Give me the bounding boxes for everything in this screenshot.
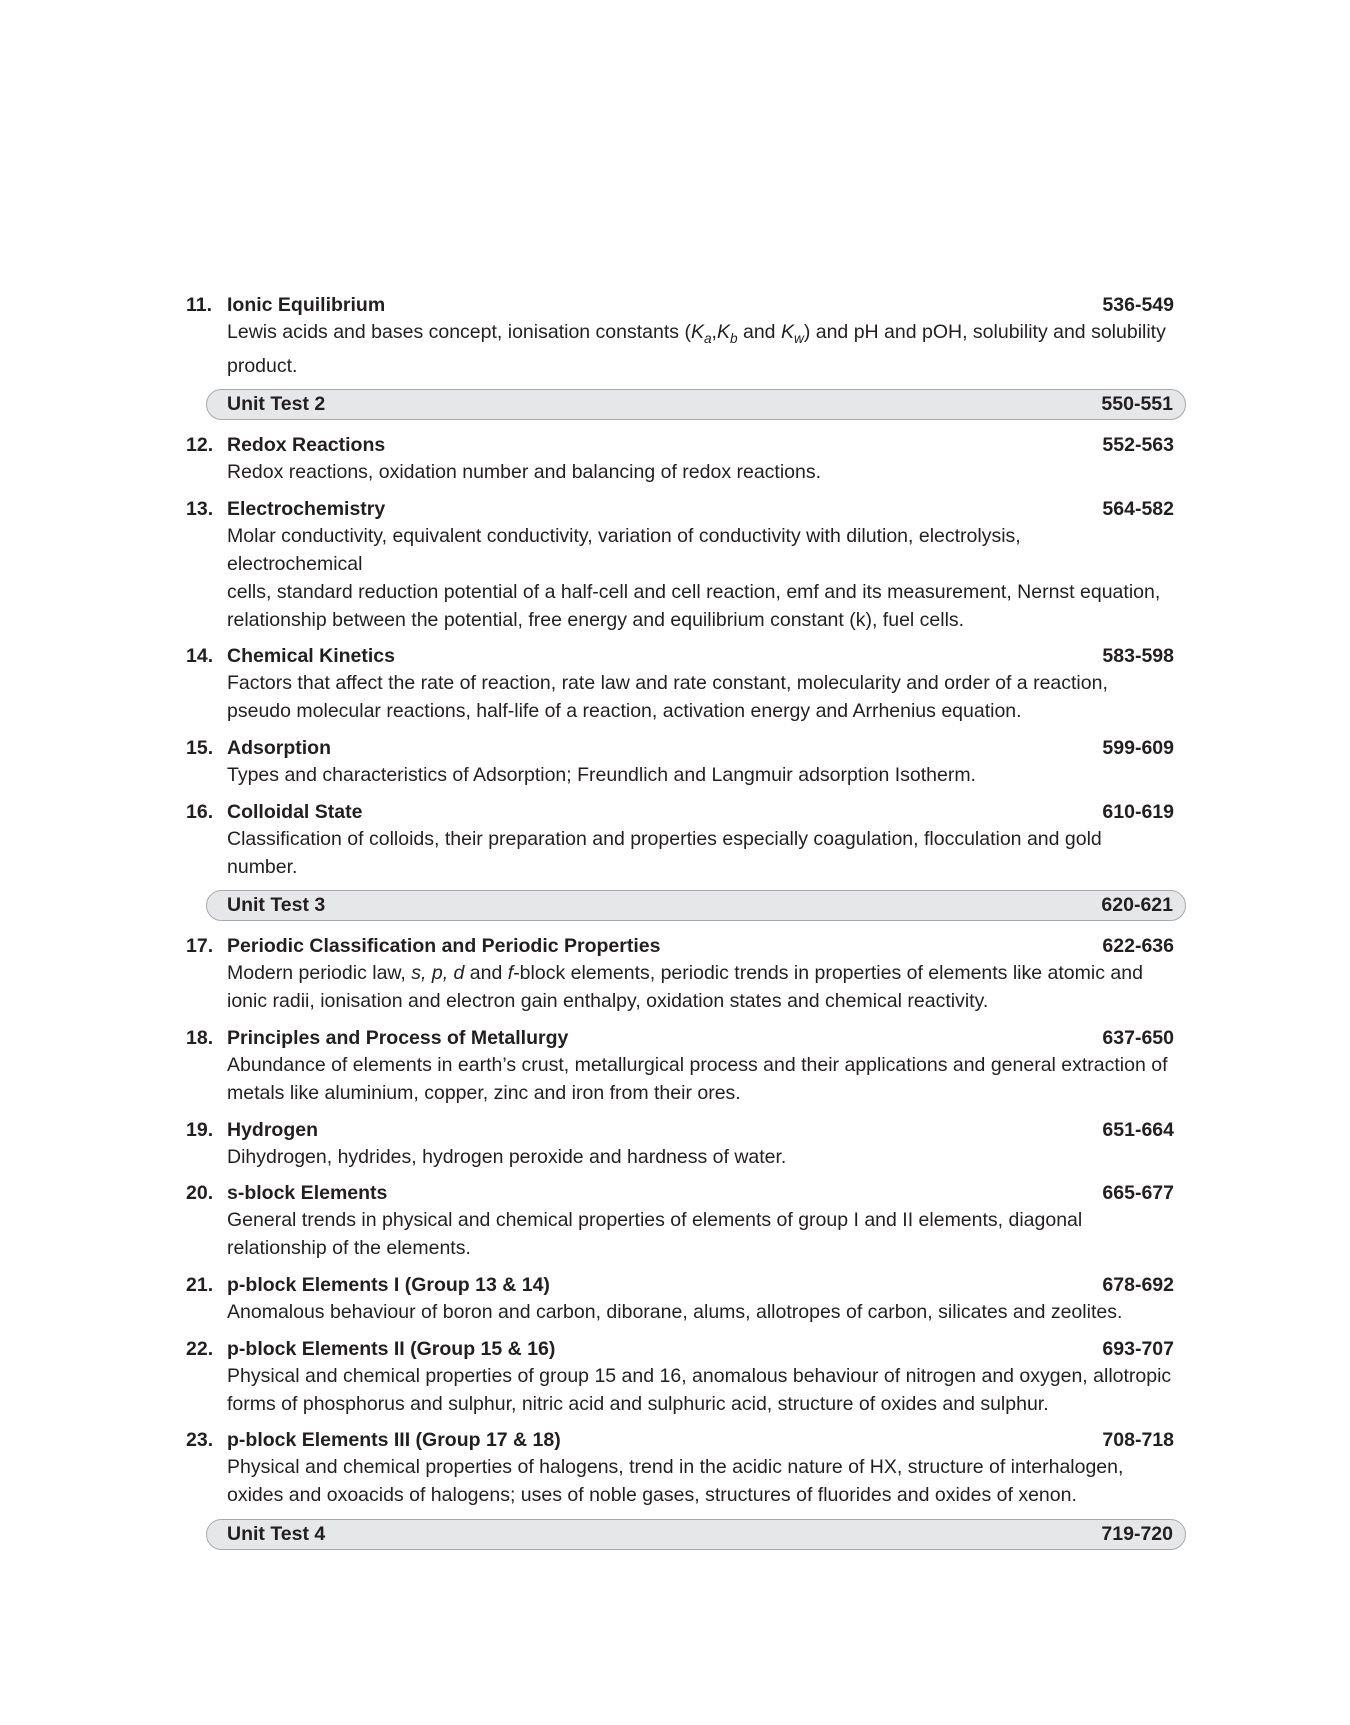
chapter-number: 23. [186,1429,214,1452]
page-range: 564-582 [1102,498,1174,521]
chapter-title: Ionic Equilibrium [227,294,386,316]
chapter-title: Periodic Classification and Periodic Properties [227,935,661,958]
unit-test-label: Unit Test 3 [227,894,326,917]
page-range: 550-551 [1101,393,1173,416]
page-range: 651-664 [1102,1118,1174,1141]
page-range: 708-718 [1102,1429,1174,1452]
chapter-description: Abundance of elements in earth’s crust, metallurgical process and their applications and general extraction of metals like aluminium, copper, zinc and iron from their ores. [227,1054,1168,1104]
chapter-number: 16. [186,800,214,823]
page-range: 665-677 [1102,1182,1174,1205]
unit-test-banner [206,389,1186,420]
page-range: 637-650 [1102,1027,1174,1050]
toc-entry [186,799,1174,882]
chapter-number: 12. [186,434,214,457]
page-range: 622-636 [1102,935,1174,958]
toc-entry [186,1180,1174,1263]
chapter-description: Redox reactions, oxidation number and balancing of redox reactions. [227,461,822,484]
chapter-description: Lewis acids and bases concept, ionisation constants ($K_a,K_b$ and $K_w$) and pH and pOH, solubility and solubility product. [227,321,1166,377]
toc-entry [186,1427,1174,1510]
unit-test-label: Unit Test 4 [227,1523,326,1546]
unit-test-banner [206,890,1186,921]
chapter-title: Electrochemistry [227,498,386,521]
page-range: 536-549 [1102,294,1174,316]
table-of-contents [186,292,1174,1562]
toc-entry [186,292,1174,380]
chapter-title: Principles and Process of Metallurgy [227,1027,569,1050]
toc-entry [186,735,1174,790]
chapter-number: 22. [186,1337,214,1360]
chapter-title: p-block Elements I (Group 13 & 14) [227,1274,550,1297]
chapter-description: Physical and chemical properties of halogens, trend in the acidic nature of HX, structure of interhalogen, oxides and oxoacids of halogens; uses of noble gases, structures of fluorides and oxides of xenon. [227,1456,1124,1507]
toc-entry [186,933,1174,1016]
chapter-title: p-block Elements II (Group 15 & 16) [227,1337,556,1360]
page-range: 620-621 [1101,894,1173,917]
chapter-number: 17. [186,935,214,958]
chapter-title: Hydrogen [227,1118,319,1141]
chapter-description: Anomalous behaviour of boron and carbon, diborane, alums, allotropes of carbon, silicates and zeolites. [227,1301,1123,1324]
page-range: 719-720 [1101,1523,1173,1546]
page-range: 693-707 [1102,1337,1174,1360]
toc-entry [186,496,1174,634]
chapter-title: s-block Elements [227,1182,388,1205]
chapter-description: Molar conductivity, equivalent conductivity, variation of conductivity with dilution, electrolysis, electrochemical cells, standard reduction potential of a half-cell and cell reaction, emf and its measurement, Nernst equation, relationship between the potential, free energy and equilibrium constant (k), fuel cells. [227,525,1161,631]
chapter-number: 20. [186,1182,214,1205]
chapter-title: Chemical Kinetics [227,645,395,668]
toc-entry [186,1272,1174,1327]
page-range: 678-692 [1102,1274,1174,1297]
page-range: 599-609 [1102,737,1174,760]
chapter-description: Factors that affect the rate of reaction, rate law and rate constant, molecularity and order of a reaction, pseudo molecular reactions, half-life of a reaction, activation energy and Arrhenius equation. [227,672,1108,723]
chapter-number: 11. [186,294,213,316]
chapter-number: 18. [186,1027,214,1050]
toc-entry [186,432,1174,487]
chapter-description: Types and characteristics of Adsorption; Freundlich and Langmuir adsorption Isotherm. [227,764,976,787]
toc-entry [186,1117,1174,1172]
chapter-description: General trends in physical and chemical properties of elements of group I and II elements, diagonal relationship of the elements. [227,1209,1083,1260]
chapter-title: Adsorption [227,737,331,760]
chapter-number: 21. [186,1274,214,1297]
page-range: 583-598 [1102,645,1174,668]
chapter-description: Dihydrogen, hydrides, hydrogen peroxide and hardness of water. [227,1145,787,1168]
toc-entry [186,1336,1174,1419]
page-range: 552-563 [1102,434,1174,457]
toc-entry [186,643,1174,726]
toc-entry [186,1025,1174,1108]
page-range: 610-619 [1102,800,1174,823]
chapter-description: Modern periodic law, s, p, d and f-block elements, periodic trends in properties of elements like atomic and ionic radii, ionisation and electron gain enthalpy, oxidation states and chemical reactivity. [227,962,1143,1013]
chapter-title: Redox Reactions [227,434,386,457]
chapter-number: 13. [186,498,214,521]
chapter-title: Colloidal State [227,800,363,823]
chapter-number: 15. [186,737,214,760]
unit-test-label: Unit Test 2 [227,393,326,416]
chapter-title: p-block Elements III (Group 17 & 18) [227,1429,561,1452]
unit-test-banner [206,1519,1186,1550]
chapter-description: Classification of colloids, their preparation and properties especially coagulation, flocculation and gold number. [227,827,1102,878]
chapter-number: 14. [186,645,214,668]
chapter-description: Physical and chemical properties of group 15 and 16, anomalous behaviour of nitrogen and oxygen, allotropic forms of phosphorus and sulphur, nitric acid and sulphuric acid, structure of oxides and sulphur. [227,1364,1172,1415]
chapter-number: 19. [186,1118,214,1141]
